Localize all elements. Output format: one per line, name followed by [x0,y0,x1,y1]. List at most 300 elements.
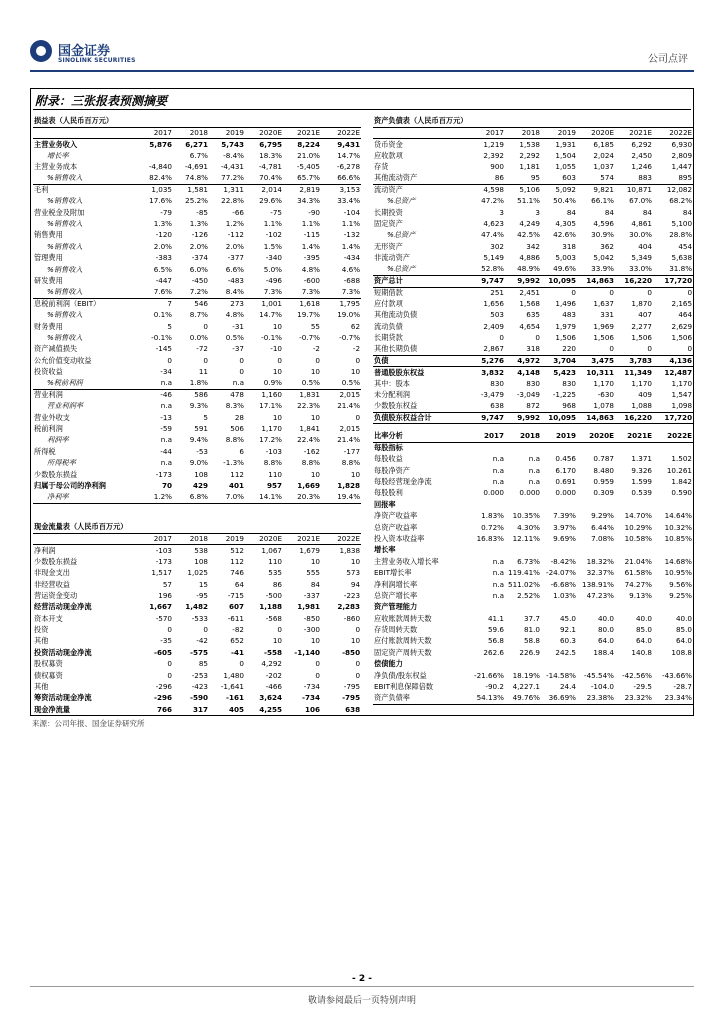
value-cell: -296 [154,693,172,703]
value-cell: 6,271 [185,139,208,149]
value-cell: 77.2% [209,173,245,184]
table-row [373,344,693,355]
value-cell: -162 [303,446,320,456]
value-cell: 10,311 [586,367,614,377]
year-header: 2017 [469,431,505,442]
value-cell: 1.83% [481,511,504,521]
value-cell: -102 [265,230,282,240]
value-cell: 586 [194,390,208,400]
value-cell: 409 [638,390,652,400]
table-row [33,173,361,184]
value-cell: 62 [350,321,361,331]
value-cell: 273 [230,299,244,309]
value-cell: 318 [505,344,541,355]
value-cell: -0.7% [339,332,361,342]
row-label: %销售收入 [47,219,83,229]
value-cell: 4,292 [261,659,282,669]
row-label: 非经营收益 [34,579,70,589]
value-cell: 48.9% [505,264,541,275]
table-row [33,481,361,492]
value-cell: 5,276 [469,355,505,367]
value-cell: 15 [198,579,208,589]
value-cell: 1,078 [577,401,615,412]
value-cell: -496 [265,276,282,286]
row-label: %销售收入 [47,196,83,206]
value-cell: 0 [203,321,208,331]
value-cell: 84 [310,579,320,589]
value-cell: 318 [562,241,576,251]
value-cell: -31 [232,321,244,331]
value-cell: 10 [350,556,361,566]
value-cell: 464 [678,310,693,320]
value-cell: 2.0% [225,241,244,251]
value-cell: -46 [160,390,172,400]
value-cell: 84 [642,207,652,217]
section-title: 比率分析 [373,431,469,442]
row-label: %销售收入 [33,173,137,184]
value-cell: 10,871 [626,185,652,195]
value-cell: 110 [268,469,282,479]
value-cell: 8.8% [301,458,320,468]
value-cell: n.a [492,579,504,589]
row-label: 其中：股本 [374,378,410,388]
value-cell: 0.959 [593,477,614,486]
row-label: 公允价值变动收益 [34,355,92,365]
appendix-frame [30,88,694,716]
row-label: %销售收入 [47,264,83,274]
value-cell: 6.6% [225,264,244,274]
subsection-label: 回报率 [374,499,396,509]
footer-disclaimer: 敬请参阅最后一页特别声明 [307,996,416,1006]
value-cell: 10.29% [624,522,652,532]
value-cell: 1,037 [593,162,614,172]
value-cell: 10 [350,636,361,646]
value-cell: 0.000 [519,488,540,498]
table-row [33,435,361,446]
year-header: 2022E [321,533,361,545]
value-cell: 74.8% [173,173,209,184]
row-label: 每股净资产 [374,465,410,475]
section-header-row [373,431,693,442]
value-cell: 21.04% [624,556,652,566]
table-row [373,310,693,321]
value-cell: 1.4% [341,241,361,251]
value-cell: 80.0 [597,625,614,635]
value-cell: 0 [615,344,653,355]
row-label: 非现金支出 [34,568,70,578]
value-cell: -35 [160,636,172,646]
value-cell: -1,140 [294,647,320,657]
value-cell: 33.0% [615,264,653,275]
year-header: 2020E [577,127,615,139]
value-cell: 14.68% [664,556,692,566]
value-cell: 10 [310,556,320,566]
value-cell: 1,170 [631,378,652,388]
table-row [373,568,693,579]
value-cell: 64.0 [597,636,614,646]
value-cell: 0 [203,355,208,365]
value-cell: -3,479 [480,390,504,400]
value-cell: 84 [604,207,614,217]
value-cell: 1,506 [593,333,614,343]
row-label: 少数股东损益 [34,556,78,566]
value-cell: 10 [272,636,282,646]
value-cell: 17.1% [259,401,282,411]
row-label: 总资产增长率 [374,590,418,600]
row-label: 主营业务成本 [34,162,78,172]
value-cell: 9.13% [629,590,652,600]
value-cell: 8.3% [225,401,244,411]
row-label: 应付款项 [374,298,403,308]
value-cell: -90 [308,207,320,217]
value-cell: 0 [571,287,576,297]
row-label: %销售收入 [47,332,83,342]
value-cell: 1,637 [593,298,614,308]
value-cell: 0 [167,670,172,680]
value-cell: 766 [137,704,173,715]
table-row [33,682,361,693]
value-cell: 0.787 [593,454,614,464]
value-cell: 0 [355,355,361,365]
page-number: - 2 - [352,974,372,984]
value-cell: 140.8 [631,647,652,657]
value-cell: 1,979 [555,321,576,331]
value-cell: 251 [490,287,504,297]
value-cell: n.a [160,435,172,445]
table-row [33,355,361,366]
table-row [373,401,693,412]
table-row [33,492,361,503]
section-title: 现金流量表（人民币百万元） [33,522,361,533]
row-label: EBIT增长率 [374,568,412,578]
row-label: 资本开支 [34,613,63,623]
value-cell: -104.0 [590,682,614,692]
table-row [373,321,693,332]
value-cell: 342 [526,241,540,251]
row-label: 投入资本收益率 [374,533,425,543]
table-row [33,310,361,321]
value-cell: 830 [526,378,540,388]
row-label: 股权募资 [34,659,63,669]
value-cell [137,150,173,161]
value-cell: 331 [600,310,614,320]
row-label: 货币资金 [374,139,403,149]
table-row [373,241,693,252]
row-label: 资产负债率 [373,693,469,704]
table-row [373,613,693,624]
value-cell: -296 [155,682,172,692]
year-header: 2019 [541,127,577,139]
value-cell: 20.3% [283,492,321,503]
value-cell: 746 [230,568,244,578]
table-row [373,253,693,264]
row-label: 总资产收益率 [374,522,418,532]
value-cell: -383 [155,253,172,263]
table-row [373,333,693,344]
value-cell: 55 [310,321,320,331]
row-label: 投资 [34,625,49,635]
year-header: 2017 [137,533,173,545]
value-cell: 1,067 [261,545,282,555]
value-cell: 0 [577,344,615,355]
value-cell: 4.6% [341,264,361,274]
value-cell: 574 [577,173,615,184]
value-cell: 85.0 [635,625,652,635]
value-cell: 635 [526,310,540,320]
value-cell: -590 [190,693,208,703]
row-label: 其他长期负债 [373,344,469,355]
value-cell: 5,423 [553,367,576,377]
value-cell: -6,278 [336,162,361,172]
value-cell: 10 [350,367,361,377]
value-cell: -44 [160,446,172,456]
value-cell: 21.4% [337,435,361,445]
value-cell: 33.4% [337,196,361,206]
value-cell: 0 [167,659,172,669]
value-cell: -37 [232,344,244,354]
year-header: 2022E [653,127,693,139]
table-row [33,219,361,230]
table-row [33,424,361,435]
value-cell: 6,930 [671,139,693,149]
section-header-row [373,116,693,127]
value-cell: -860 [343,613,361,623]
value-cell: 10.261 [666,465,692,475]
value-cell: 14,863 [577,276,615,288]
value-cell: n.a [160,458,172,468]
value-cell: 0.1% [153,310,172,320]
table-row [33,162,361,173]
row-label: 营业利润率 [47,401,83,411]
value-cell: -85 [196,207,208,217]
value-cell: 110 [268,556,282,566]
row-label: 每股收益 [374,454,403,464]
value-cell: 7.3% [283,287,321,298]
value-cell: -1,641 [220,682,244,692]
value-cell: -715 [227,590,244,600]
value-cell: 5,149 [483,253,504,263]
year-header: 2020E [245,533,283,545]
row-label: 现金净流量 [33,704,137,715]
value-cell: 1,506 [671,333,693,343]
value-cell: -500 [265,590,282,600]
value-cell: 7 [167,299,172,309]
row-label: 其他 [34,682,49,692]
value-cell: 3,704 [541,355,577,367]
value-cell: 188.4 [593,647,614,657]
value-cell: 9,992 [505,276,541,288]
table-row [33,264,361,275]
value-cell: 4.8% [301,264,320,274]
value-cell: 0.5% [283,378,321,389]
table-row [373,150,693,161]
table-row [33,602,361,613]
value-cell: 1,170 [593,378,614,388]
subsection-row [373,659,693,670]
table-row [33,139,361,150]
value-cell: 0.309 [593,488,614,498]
value-cell: 0 [277,625,282,635]
value-cell: 74.27% [624,579,652,589]
value-cell: 18.32% [586,556,614,566]
value-cell: -0.7% [299,332,320,342]
value-cell: 47.23% [586,590,614,600]
value-cell: 1,088 [615,401,653,412]
row-label: %销售收入 [47,241,83,251]
value-cell: 60.3 [559,636,576,646]
title-rule [33,109,691,110]
logo-english: SINOLINK SECURITIES [58,57,136,64]
value-cell: -8.4% [223,150,244,160]
value-cell: -395 [303,253,320,263]
value-cell: 1,517 [151,568,172,578]
value-cell: 0 [535,333,540,343]
table-row [33,636,361,647]
value-cell: -795 [343,682,361,692]
table-row [33,378,361,389]
value-cell: -558 [264,647,282,657]
table-row [373,590,693,601]
value-cell: -2 [352,344,361,354]
value-cell: 573 [346,568,361,578]
row-label: 应付账款周转天数 [374,636,432,646]
table-row [33,647,361,658]
section-header-row [33,116,361,127]
year-header: 2018 [505,127,541,139]
table-row [373,682,693,693]
value-cell: 7.3% [321,287,361,298]
value-cell: n.a [492,477,504,486]
value-cell: 9.3% [189,401,208,411]
value-cell: 2,024 [593,150,614,160]
value-cell: -734 [303,682,320,692]
value-cell: -3,049 [516,390,540,400]
table-row [373,355,693,367]
value-cell: 6.44% [591,522,614,532]
value-cell: 1.842 [671,477,692,486]
value-cell: 19.7% [297,310,320,320]
value-cell: 47.2% [481,196,504,206]
table-row [33,333,361,344]
year-header: 2017 [469,127,505,139]
value-cell: 454 [678,241,693,251]
year-header: 2017 [137,127,173,139]
value-cell: -423 [191,682,208,692]
value-cell: 12,082 [666,185,693,195]
value-cell: 10 [272,321,282,331]
value-cell: 9.56% [669,579,692,589]
value-cell: 42.5% [517,230,540,240]
value-cell: 5,042 [593,253,614,263]
value-cell: -115 [303,230,320,240]
row-label: 短期借款 [374,287,403,297]
year-header-row [33,533,361,545]
subsection-label: 每股指标 [374,443,403,453]
value-cell: -21.66% [474,670,504,680]
value-cell: 119.41% [508,568,540,578]
value-cell: -374 [191,253,208,263]
row-label: %总资产 [387,196,416,206]
value-cell: -630 [597,390,614,400]
value-cell: 883 [615,173,653,184]
value-cell: 1,538 [519,139,540,149]
value-cell: 0 [167,625,172,635]
value-cell: 3,475 [577,355,615,367]
source-note: 来源：公司年报、国金证券研究所 [32,719,145,728]
table-row [373,636,693,647]
row-label: 利润率 [47,435,69,445]
value-cell: 51.1% [517,196,540,206]
value-cell: 108 [194,556,208,566]
section-header-row [33,522,361,533]
table-row [33,545,361,556]
value-cell: -795 [342,693,361,703]
value-cell: 40.0 [635,613,652,623]
value-cell: 900 [490,162,504,172]
value-cell: 1.3% [153,219,172,229]
value-cell: 85.0 [675,625,692,635]
year-header: 2022E [653,431,693,442]
value-cell: n.a [492,590,504,600]
value-cell: 6.73% [517,556,540,566]
value-cell: 10 [310,636,320,646]
row-label: 增长率 [47,150,69,160]
value-cell: -0.1% [151,332,172,342]
value-cell: 10,095 [541,412,577,424]
value-cell: 1,055 [555,162,576,172]
value-cell: -688 [343,276,361,286]
value-cell: 506 [230,424,244,434]
table-row [373,625,693,636]
value-cell: 1,795 [339,299,361,309]
value-cell: 1,679 [299,545,320,555]
table-row [373,207,693,218]
value-cell: 6,795 [259,139,282,149]
table-row [373,647,693,658]
subsection-label: 资产管理能力 [374,602,418,612]
value-cell: 1,025 [187,568,208,578]
value-cell: 0.72% [481,522,504,532]
row-label: 长期投资 [374,207,403,217]
table-row [373,454,693,465]
value-cell: -103 [155,545,172,555]
value-cell: 0.0% [189,332,208,342]
value-cell: 10 [310,367,320,377]
value-cell: 830 [490,378,504,388]
row-label: 非流动资产 [374,253,410,263]
table-row [373,219,693,230]
value-cell: 1,035 [151,185,172,195]
value-cell: -377 [227,253,244,263]
value-cell: -223 [343,590,361,600]
year-header: 2019 [541,431,577,442]
row-label: 资产减值损失 [34,344,78,354]
value-cell: 5 [203,412,208,422]
value-cell: 220 [541,344,577,355]
year-header: 2021E [283,533,321,545]
row-label: 投资活动现金净流 [34,647,92,657]
value-cell: 0.539 [631,488,652,498]
blank-cell [33,127,137,139]
table-row [33,230,361,241]
value-cell: 4,598 [483,185,504,195]
value-cell: 0.000 [483,488,504,498]
value-cell: 5,743 [221,139,244,149]
value-cell: 2,015 [339,424,361,434]
value-cell: -2 [312,344,320,354]
value-cell: 30.0% [629,230,652,240]
value-cell: 1,160 [261,390,282,400]
